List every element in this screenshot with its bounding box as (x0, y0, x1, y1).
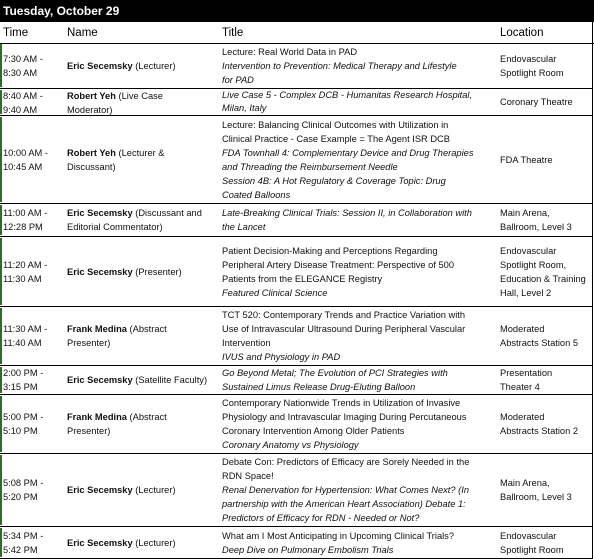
name-line (67, 424, 219, 438)
cell-line: Hall, Level 2 (500, 288, 552, 298)
name-cell (67, 373, 219, 387)
cell-line: 10:00 AM - (3, 148, 48, 158)
table-right-border (592, 22, 593, 559)
talk-title-line: Physiology and Intravascular Imaging During Percutaneous (222, 412, 467, 422)
row-left-marker (0, 455, 2, 525)
location-cell (500, 476, 592, 504)
cell-line: FDA Theatre (500, 155, 553, 165)
person-role: (Lecturer) (132, 485, 176, 495)
name-line (67, 536, 219, 550)
table-row (0, 395, 592, 454)
cell-line: 11:30 AM (3, 274, 42, 284)
location-cell (500, 322, 592, 350)
name-cell (67, 265, 219, 279)
session-title-line: Coated Balloons (222, 190, 291, 200)
cell-line: Moderated (500, 324, 545, 334)
title-cell (222, 118, 494, 202)
time-cell (3, 366, 63, 394)
location-cell (500, 529, 592, 557)
session-title-line: Live Case 5 - Complex DCB - Humanitas Research Hospital, (222, 90, 473, 100)
cell-line: 5:00 PM - (3, 412, 44, 422)
row-left-marker (0, 44, 2, 87)
table-row (0, 307, 592, 366)
table-row (0, 204, 592, 237)
row-left-marker (0, 238, 2, 305)
name-line (67, 373, 219, 387)
session-title-line: Go Beyond Metal; The Evolution of PCI Strategies with (222, 368, 448, 378)
location-cell (500, 244, 592, 300)
session-title-line: Milan, Italy (222, 103, 267, 113)
session-title-line: Intervention to Prevention: Medical Therapy and Lifestyle (222, 61, 457, 71)
cell-line: 5:20 PM (3, 492, 38, 502)
cell-line: Endovascular (500, 246, 557, 256)
name-line (67, 206, 219, 220)
cell-line: Main Arena, (500, 208, 550, 218)
talk-title-line: Patient Decision-Making and Perceptions Regarding (222, 246, 438, 256)
person-role: (Presenter) (132, 267, 182, 277)
session-title-line: the Lancet (222, 222, 266, 232)
table-row (0, 43, 592, 89)
person-role: Editorial Commentator) (67, 222, 163, 232)
name-cell (67, 536, 219, 550)
cell-line: 7:30 AM - (3, 54, 43, 64)
name-line (67, 410, 219, 424)
cell-line: Moderated (500, 412, 545, 422)
talk-title-line: Lecture: Balancing Clinical Outcomes with Utilization in (222, 120, 449, 130)
name-line (67, 146, 219, 160)
time-cell (3, 206, 63, 234)
row-left-marker (0, 308, 2, 364)
title-cell (222, 455, 494, 525)
session-title-line: Sustained Limus Release Drug-Eluting Balloon (222, 382, 416, 392)
person-role: (Live Case (115, 91, 163, 101)
name-line (67, 89, 219, 103)
name-line (67, 483, 219, 497)
title-cell (222, 396, 494, 452)
talk-title-line: Intervention (222, 338, 271, 348)
person-name: Eric Secemsky (67, 485, 133, 495)
session-title-line: Session 4B: A Hot Regulatory & Coverage Topic: Drug (222, 176, 446, 186)
person-name: Frank Medina (67, 324, 127, 334)
location-cell (500, 410, 592, 438)
table-row (0, 116, 592, 204)
cell-line: Spotlight Room, (500, 260, 567, 270)
person-role: (Satellite Faculty) (132, 375, 208, 385)
name-line (67, 220, 219, 234)
title-cell (222, 529, 494, 557)
title-cell (222, 206, 494, 234)
table-row (0, 454, 592, 527)
person-role: (Abstract (126, 412, 167, 422)
cell-line: 11:20 AM - (3, 260, 48, 270)
person-role: (Abstract (126, 324, 167, 334)
cell-line: Theater 4 (500, 382, 540, 392)
cell-line: Abstracts Station 5 (500, 338, 579, 348)
name-cell (67, 483, 219, 497)
cell-line: Endovascular (500, 531, 557, 541)
cell-line: Coronary Theatre (500, 97, 573, 107)
table-row (0, 527, 592, 559)
time-cell (3, 146, 63, 174)
time-cell (3, 410, 63, 438)
cell-line: 12:28 PM (3, 222, 43, 232)
person-name: Eric Secemsky (67, 538, 133, 548)
time-cell (3, 322, 63, 350)
session-title-line: IVUS and Physiology in PAD (222, 352, 341, 362)
cell-line: 8:40 AM - (3, 91, 43, 101)
talk-title-line: Debate Con: Predictors of Efficacy are Sorely Needed in the (222, 457, 470, 467)
location-cell (500, 153, 592, 167)
cell-line: Presentation (500, 368, 553, 378)
talk-title-line: Contemporary Nationwide Trends in Utilization of Invasive (222, 398, 461, 408)
cell-line: Abstracts Station 2 (500, 426, 579, 436)
name-line (67, 336, 219, 350)
person-role: (Lecturer & (115, 148, 165, 158)
person-role: (Lecturer) (132, 538, 176, 548)
name-cell (67, 146, 219, 174)
title-cell (222, 45, 494, 87)
time-cell (3, 476, 63, 504)
day-header-bar (0, 0, 594, 22)
session-title-line: and Threading the Reimbursement Needle (222, 162, 398, 172)
time-cell (3, 52, 63, 80)
title-cell (222, 308, 494, 364)
cell-line: Endovascular (500, 54, 557, 64)
table-row (0, 89, 592, 116)
talk-title-line: Lecture: Real World Data in PAD (222, 47, 358, 57)
location-cell (500, 95, 592, 109)
column-header-time: Time (3, 27, 29, 39)
talk-title-line: TCT 520: Contemporary Trends and Practice Variation with (222, 310, 466, 320)
cell-line: 5:08 PM - (3, 478, 44, 488)
cell-line: 5:34 PM - (3, 531, 44, 541)
location-cell (500, 366, 592, 394)
column-header-row (0, 22, 594, 44)
row-left-marker (0, 528, 2, 557)
title-cell (222, 366, 494, 394)
talk-title-line: Coronary Intervention Among Older Patients (222, 426, 405, 436)
name-cell (67, 410, 219, 438)
cell-line: 11:00 AM - (3, 208, 48, 218)
talk-title-line: Clinical Practice - Case Example = The Agent ISR DCB (222, 134, 450, 144)
cell-line: Spotlight Room (500, 545, 564, 555)
name-cell (67, 59, 219, 73)
session-title-line: partnership with the American Heart Association) Debate 1: (222, 499, 466, 509)
session-title-line: FDA Townhall 4: Complementary Device and Drug Therapies (222, 148, 474, 158)
cell-line: Ballroom, Level 3 (500, 492, 572, 502)
person-name: Eric Secemsky (67, 208, 133, 218)
row-left-marker (0, 205, 2, 235)
cell-line: 3:15 PM (3, 382, 38, 392)
talk-title-line: RDN Space! (222, 471, 274, 481)
cell-line: 5:42 PM (3, 545, 38, 555)
name-line (67, 265, 219, 279)
session-title-line: Renal Denervation for Hypertension: What Comes Next? (In (222, 485, 469, 495)
session-title-line: Predictors of Efficacy for RDN - Needed or Not? (222, 513, 420, 523)
table-row (0, 366, 592, 395)
cell-line: 10:45 AM (3, 162, 43, 172)
session-title-line: Deep Dive on Pulmonary Embolism Trials (222, 545, 394, 555)
time-cell (3, 258, 63, 286)
cell-line: 9:40 AM (3, 105, 38, 115)
name-line (67, 322, 219, 336)
name-line (67, 59, 219, 73)
column-header-title: Title (222, 27, 244, 39)
cell-line: Main Arena, (500, 478, 550, 488)
cell-line: Ballroom, Level 3 (500, 222, 572, 232)
title-cell (222, 89, 494, 115)
cell-line: Education & Training (500, 274, 586, 284)
name-cell (67, 206, 219, 234)
title-cell (222, 244, 494, 300)
row-left-marker (0, 90, 2, 114)
talk-title-line: Patients from the ELEGANCE Registry (222, 274, 383, 284)
name-cell (67, 322, 219, 350)
table-row (0, 237, 592, 307)
name-line (67, 103, 219, 117)
location-cell (500, 206, 592, 234)
name-line (67, 160, 219, 174)
person-role: Presenter) (67, 426, 111, 436)
talk-title-line: What am I Most Anticipating in Upcoming Clinical Trials? (222, 531, 454, 541)
person-name: Eric Secemsky (67, 61, 133, 71)
day-header: Tuesday, October 29 (3, 4, 120, 18)
cell-line: 2:00 PM - (3, 368, 44, 378)
cell-line: 11:40 AM (3, 338, 42, 348)
person-role: (Discussant and (132, 208, 202, 218)
row-left-marker (0, 396, 2, 452)
person-name: Frank Medina (67, 412, 127, 422)
person-role: Discussant) (67, 162, 116, 172)
row-left-marker (0, 367, 2, 393)
person-role: Presenter) (67, 338, 111, 348)
person-name: Robert Yeh (67, 91, 116, 101)
name-cell (67, 89, 219, 117)
time-cell (3, 89, 63, 117)
person-name: Eric Secemsky (67, 267, 133, 277)
row-left-marker (0, 117, 2, 202)
person-role: Moderator) (67, 105, 113, 115)
talk-title-line: Use of Intravascular Ultrasound During Peripheral Vascular (222, 324, 466, 334)
column-header-name: Name (67, 27, 98, 39)
location-cell (500, 52, 592, 80)
cell-line: 11:30 AM - (3, 324, 48, 334)
session-title-line: for PAD (222, 75, 254, 85)
column-header-location: Location (500, 27, 544, 39)
session-title-line: Late-Breaking Clinical Trials: Session II, in Collaboration with (222, 208, 472, 218)
person-role: (Lecturer) (132, 61, 176, 71)
cell-line: 8:30 AM (3, 68, 38, 78)
cell-line: 5:10 PM (3, 426, 38, 436)
cell-line: Spotlight Room (500, 68, 564, 78)
person-name: Robert Yeh (67, 148, 116, 158)
person-name: Eric Secemsky (67, 375, 133, 385)
talk-title-line: Peripheral Artery Disease Treatment: Perspective of 500 (222, 260, 455, 270)
session-title-line: Coronary Anatomy vs Physiology (222, 440, 359, 450)
session-title-line: Featured Clinical Science (222, 288, 328, 298)
time-cell (3, 529, 63, 557)
